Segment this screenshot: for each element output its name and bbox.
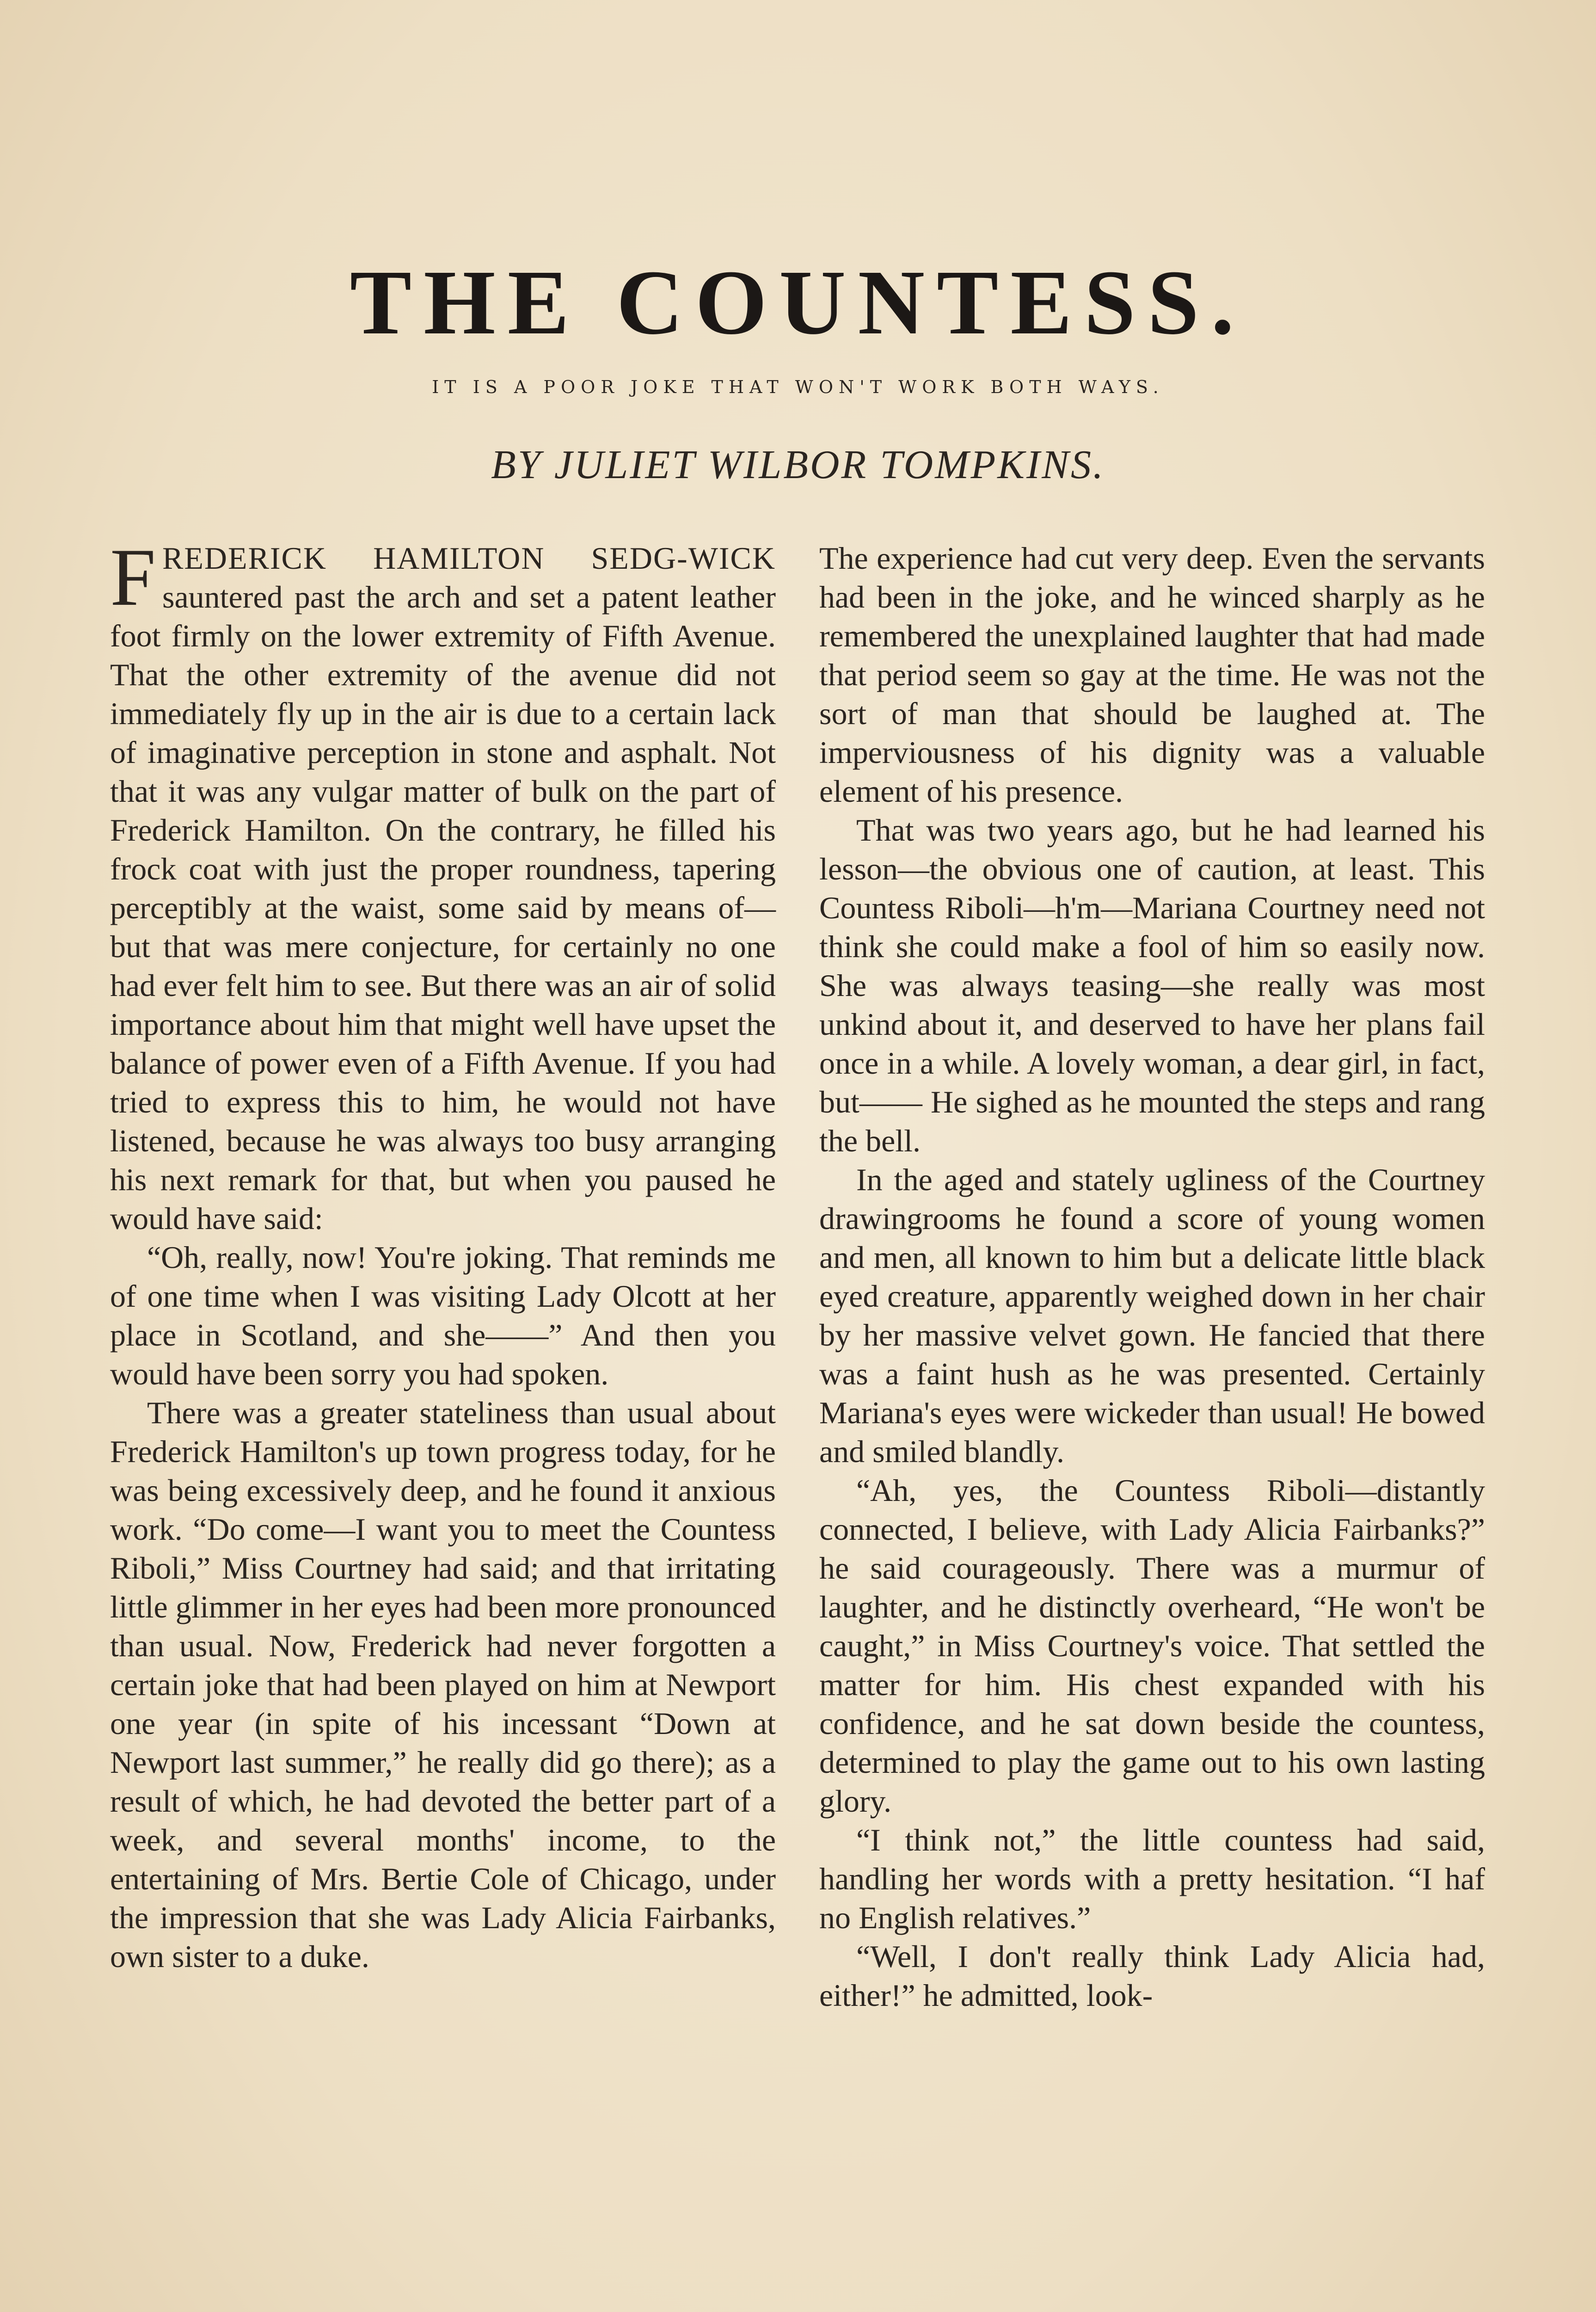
paragraph: “Well, I don't really think Lady Alicia had, either!” he admitted, look-	[819, 1939, 1485, 2013]
article-byline: BY JULIET WILBOR TOMPKINS.	[491, 443, 1105, 487]
paragraph-text: sauntered past the arch and set a patent leather foot firmly on the lower extremity of Fifth Avenue. That the other extremity of the avenue did not immediately fly up in the air is due to a certain lack of imaginative perception in stone and asphalt. Not that it was any vulgar matter of bulk on the part of Frederick Hamilton. On the contrary, he filled his frock coat with just the proper roundness, tapering perceptibly at the waist, some said by means of—but that was mere conjecture, for certainly no one had ever felt him to see. But there was an air of solid importance about him that might well have upset the balance of power even of a Fifth Avenue. If you had tried to express this to him, he would not have listened, because he was always too busy arranging his next remark for that, but when you paused he would have said:	[110, 579, 776, 1236]
paragraph: “Ah, yes, the Countess Riboli—distantly connected, I believe, with Lady Alicia Fairbanks?” he said courageously. There was a murmur of laughter, and he distinctly overheard, “He won't be caught,” in Miss Courtney's voice. That settled the matter for him. His chest expanded with his confidence, and he sat down beside the countess, determined to play the game out to his own lasting glory.	[819, 1473, 1485, 1819]
paragraph: That was two years ago, but he had learned his lesson—the obvious one of caution, at least. This Countess Riboli—h'm—Mariana Courtney need not think she could make a fool of him so easily now. She was always teasing—she really was most unkind about it, and deserved to have her plans fail once in a while. A lovely woman, a dear girl, in fact, but—— He sighed as he mounted the steps and rang the bell.	[819, 812, 1485, 1158]
opening-words: REDERICK HAMILTON SEDG-WICK	[162, 541, 776, 576]
paragraph: The experience had cut very deep. Even the servants had been in the joke, and he winced sharply as he remembered the unexplained laughter that had made that period seem so gay at the time. He was not the sort of man that should be laughed at. The imperviousness of his dignity was a valuable element of his presence.	[819, 541, 1485, 809]
paragraph: There was a greater stateliness than usual about Frederick Hamilton's up town progress today, for he was being excessively deep, and he found it anxious work. “Do come—I want you to meet the Countess Riboli,” Miss Courtney had said; and that irritating little glimmer in her eyes had been more pronounced than usual. Now, Frederick had never forgotten a certain joke that had been played on him at Newport one year (in spite of his incessant “Down at Newport last summer,” he really did go there); as a result of which, he had devoted the better part of a week, and several months' income, to the entertaining of Mrs. Bertie Cole of Chicago, under the impression that she was Lady Alicia Fairbanks, own sister to a duke.	[110, 1395, 776, 1974]
paragraph: “Oh, really, now! You're joking. That reminds me of one time when I was visiting Lady Olcott at her place in Scotland, and she——” And then you would have been sorry you had spoken.	[110, 1240, 776, 1391]
paragraph	[110, 531, 776, 1238]
paragraph: In the aged and stately ugliness of the Courtney drawingrooms he found a score of young women and men, all known to him but a delicate little black eyed creature, apparently weighed down in her chair by her massive velvet gown. He fancied that there was a faint hush as he was presented. Certainly Mariana's eyes were wickeder than usual! He bowed and smiled blandly.	[819, 1162, 1485, 1469]
article-title: THE COUNTESS.	[350, 252, 1246, 354]
text-column-right	[819, 539, 1485, 2015]
drop-cap: F	[110, 531, 156, 623]
text-column-left	[110, 531, 776, 1976]
paragraph: “I think not,” the little countess had said, handling her words with a pretty hesitation. “I haf no English relatives.”	[819, 1822, 1485, 1935]
article-subtitle: IT IS A POOR JOKE THAT WON'T WORK BOTH WAYS.	[432, 377, 1164, 397]
